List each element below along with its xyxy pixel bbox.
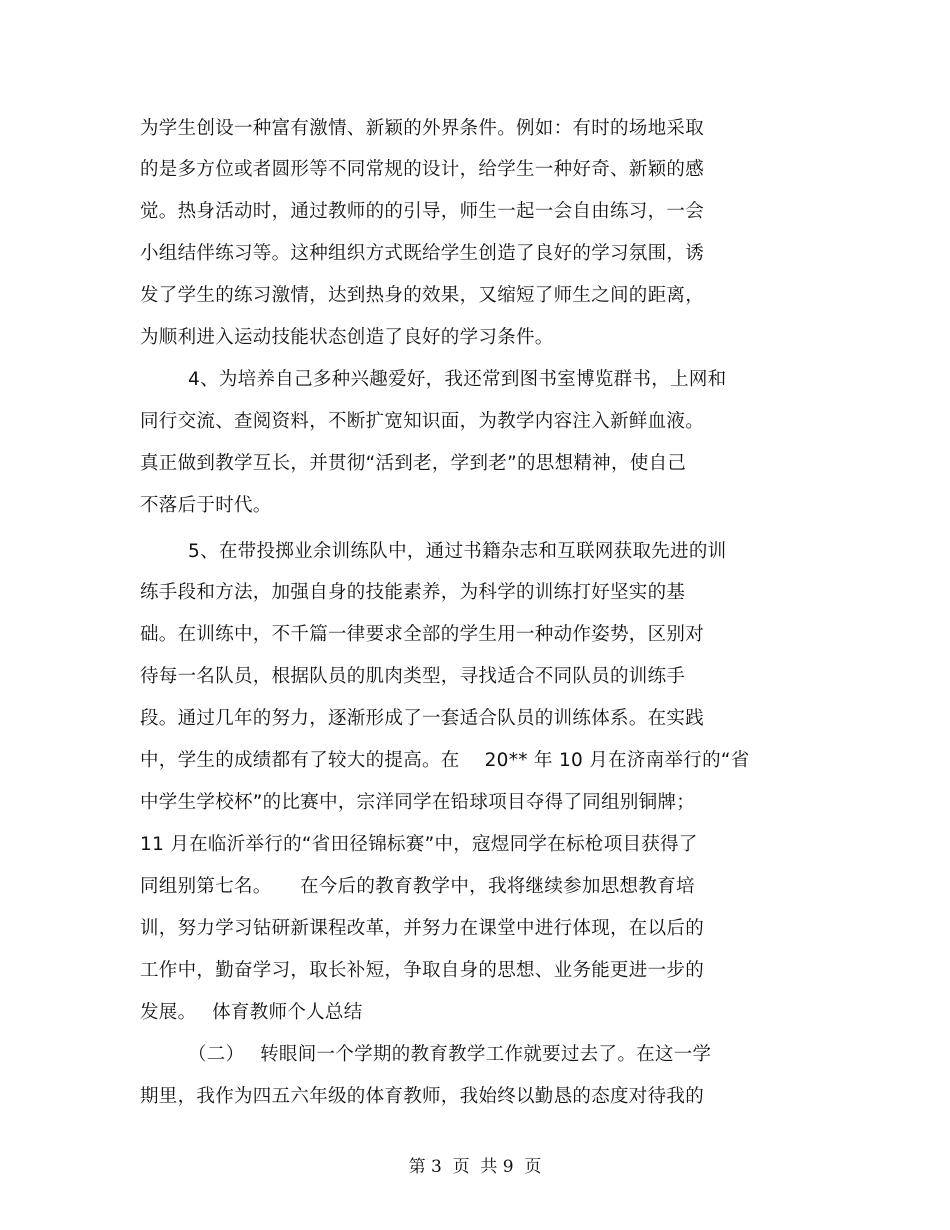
text-line: 觉。热身活动时，通过教师的的引导，师生一起一会自由练习，一会 [140,201,705,222]
text-line: 为学生创设一种富有激情、新颖的外界条件。例如：有时的场地采取 [140,118,705,139]
text-line: 真正做到教学互长，并贯彻“活到老，学到老”的思想精神，使自己 [140,453,687,474]
paragraph-first-line: 4、为培养自己多种兴趣爱好，我还常到图书室博览群书，上网和 [188,369,727,390]
text-line: 同行交流、查阅资料，不断扩宽知识面，为教学内容注入新鲜血液。 [140,411,705,432]
text-line: 同组别第七名。 在今后的教育教学中，我将继续参加思想教育培 [140,876,695,897]
text-line: 发展。 体育教师个人总结 [140,1002,363,1023]
text-line: 练手段和方法，加强自身的技能素养，为科学的训练打好坚实的基 [140,582,686,603]
text-line: 不落后于时代。 [140,495,272,516]
text-line: 为顺利进入运动技能状态创造了良好的学习条件。 [140,327,554,348]
text-line: 期里，我作为四五六年级的体育教师，我始终以勤恳的态度对待我的 [140,1086,705,1107]
page-footer: 第 3 页 共 9 页 [408,1157,542,1177]
text-line: 的是多方位或者圆形等不同常规的设计，给学生一种好奇、新颖的感 [140,159,705,180]
text-line: 段。通过几年的努力，逐渐形成了一套适合队员的训练体系。在实践 [140,708,705,729]
paragraph-first-line: （二） 转眼间一个学期的教育教学工作就要过去了。在这一学 [188,1044,712,1065]
text-line: 11 月在临沂举行的“省田径锦标赛”中，寇煜同学在标枪项目获得了 [140,834,698,855]
text-line: 中学生学校杯”的比赛中，宗洋同学在铅球项目夺得了同组别铜牌； [140,792,696,813]
paragraph-first-line: 5、在带投掷业余训练队中，通过书籍杂志和互联网获取先进的训 [188,541,727,562]
text-line: 工作中，勤奋学习，取长补短，争取自身的思想、业务能更进一步的 [140,960,705,981]
text-line: 待每一名队员，根据队员的肌肉类型，寻找适合不同队员的训练手 [140,666,686,687]
text-line: 训，努力学习钻研新课程改革，并努力在课堂中进行体现，在以后的 [140,918,705,939]
text-line: 小组结伴练习等。这种组织方式既给学生创造了良好的学习氛围，诱 [140,243,705,264]
text-line: 础。在训练中，不千篇一律要求全部的学生用一种动作姿势，区别对 [140,624,705,645]
text-line: 发了学生的练习激情，达到热身的效果，又缩短了师生之间的距离， [140,285,705,306]
text-line: 中，学生的成绩都有了较大的提高。在 20** 年 10 月在济南举行的“省 [140,750,750,771]
